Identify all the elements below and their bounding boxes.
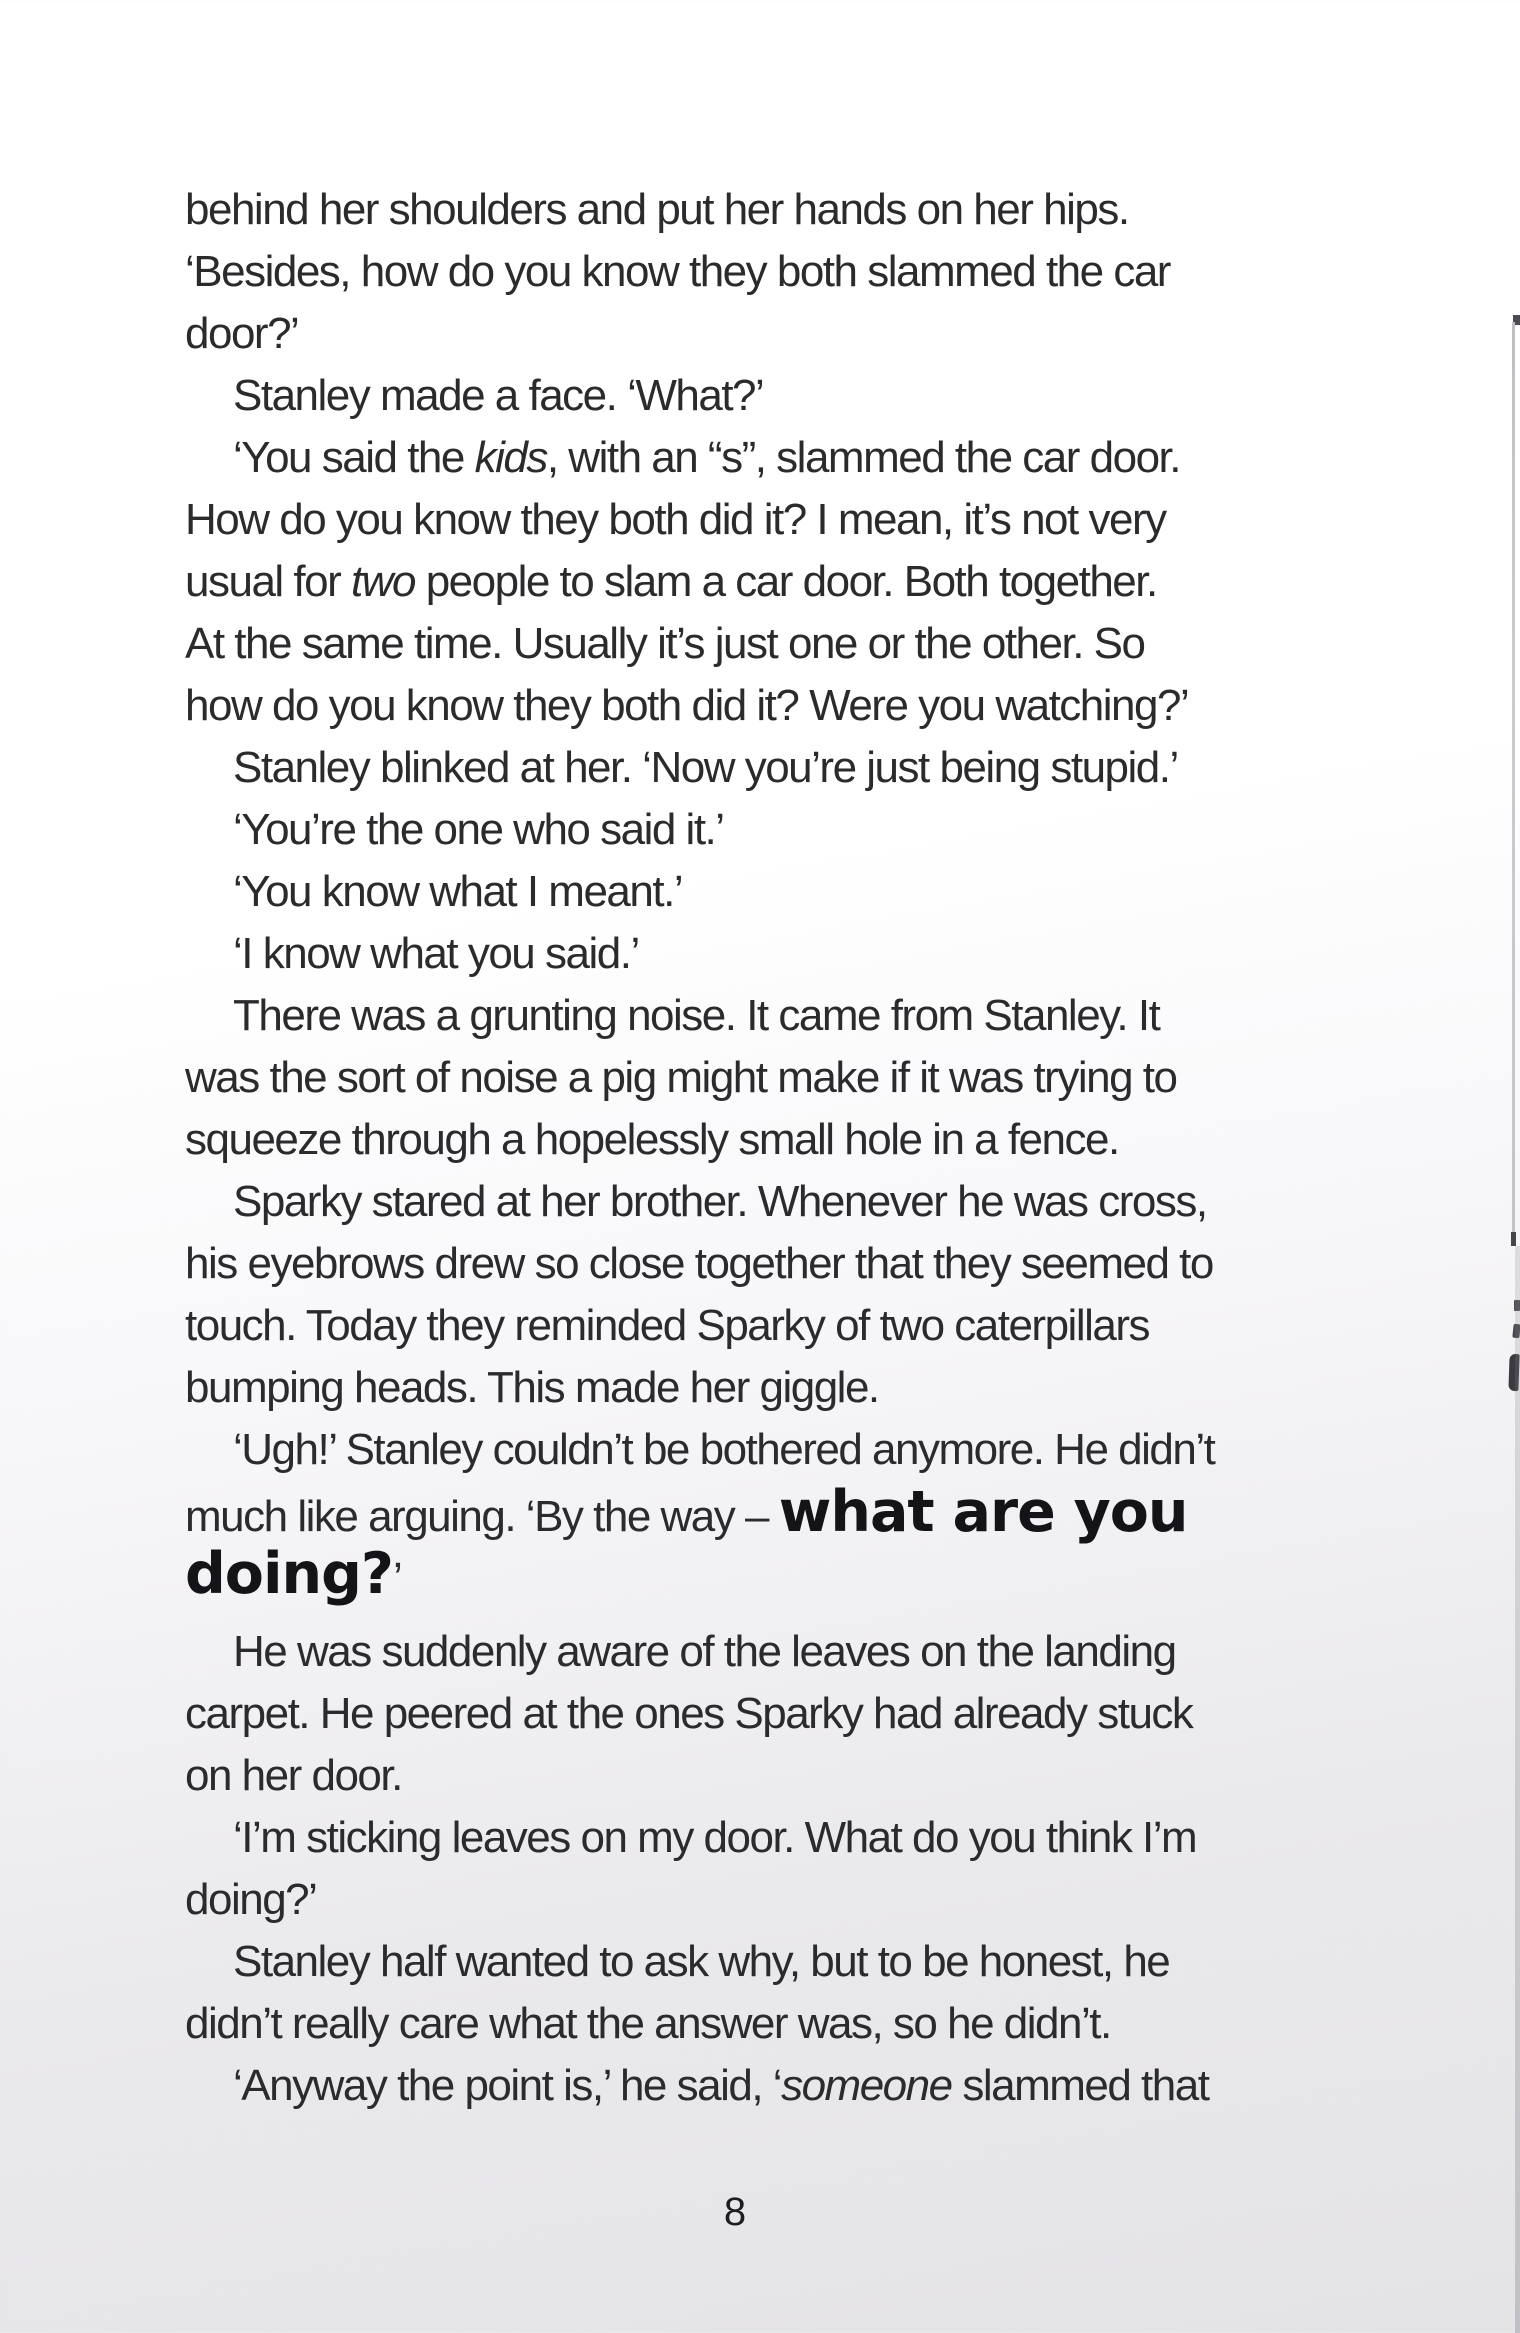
- body-text: behind her shoulders and put her hands on her hips.: [185, 185, 1129, 234]
- text-line: [185, 799, 1520, 861]
- body-text: ‘Anyway the point is,’ he said, ‘: [233, 2061, 782, 2110]
- text-line: [185, 675, 1520, 737]
- text-line: [185, 737, 1520, 799]
- text-line: [185, 551, 1520, 613]
- body-text: ‘You’re the one who said it.’: [233, 805, 724, 854]
- text-line: [185, 1233, 1520, 1295]
- text-line: [185, 1869, 1520, 1931]
- text-line: [185, 613, 1520, 675]
- handwritten-text: what are you: [778, 1479, 1188, 1545]
- body-text: two: [350, 557, 415, 606]
- text-line: [185, 1807, 1520, 1869]
- body-text: ’: [392, 1554, 402, 1603]
- body-text: ‘You said the: [233, 433, 475, 482]
- body-text: Sparky stared at her brother. Whenever he was cross,: [233, 1177, 1207, 1226]
- body-text: people to slam a car door. Both together.: [414, 557, 1157, 606]
- body-text: how do you know they both did it? Were you watching?’: [185, 681, 1189, 730]
- body-text: How do you know they both did it? I mean, it’s not very: [185, 495, 1166, 544]
- text-line: [185, 923, 1520, 985]
- body-text: doing?’: [185, 1875, 317, 1924]
- body-text: usual for: [185, 557, 351, 606]
- body-text: ‘Ugh!’ Stanley couldn’t be bothered anymore. He didn’t: [233, 1425, 1215, 1474]
- body-text: There was a grunting noise. It came from Stanley. It: [233, 991, 1160, 1040]
- page-edge-line: [1512, 322, 1515, 1234]
- text-line: [185, 303, 1520, 365]
- body-text: Stanley half wanted to ask why, but to be honest, he: [233, 1937, 1170, 1986]
- body-text: was the sort of noise a pig might make if it was trying to: [185, 1053, 1177, 1102]
- body-text: , with an “s”, slammed the car door.: [546, 433, 1180, 482]
- body-text: ‘I’m sticking leaves on my door. What do you think I’m: [233, 1813, 1197, 1862]
- body-text: kids: [474, 433, 547, 482]
- body-text: At the same time. Usually it’s just one or the other. So: [185, 619, 1145, 668]
- text-line: [185, 179, 1520, 241]
- text-line: [185, 1931, 1520, 1993]
- body-text: touch. Today they reminded Sparky of two caterpillars: [185, 1301, 1149, 1350]
- text-line: [185, 1543, 1520, 1605]
- text-line: [185, 1171, 1520, 1233]
- body-text: didn’t really care what the answer was, so he didn’t.: [185, 1999, 1111, 2048]
- text-line: [185, 365, 1520, 427]
- text-line: [185, 1419, 1520, 1481]
- body-text: door?’: [185, 309, 299, 358]
- body-text: slammed that: [951, 2061, 1209, 2110]
- body-text: on her door.: [185, 1751, 402, 1800]
- body-text: ‘You know what I meant.’: [233, 867, 683, 916]
- text-line: [185, 1745, 1520, 1807]
- text-line: [185, 427, 1520, 489]
- body-text: carpet. He peered at the ones Sparky had already stuck: [185, 1689, 1193, 1738]
- body-text: He was suddenly aware of the leaves on the landing: [233, 1627, 1176, 1676]
- text-line: [185, 861, 1520, 923]
- body-text: Stanley blinked at her. ‘Now you’re just being stupid.’: [233, 743, 1178, 792]
- body-text: squeeze through a hopelessly small hole in a fence.: [185, 1115, 1119, 1164]
- body-text: bumping heads. This made her giggle.: [185, 1363, 879, 1412]
- body-text: his eyebrows drew so close together that they seemed to: [185, 1239, 1213, 1288]
- text-line: [185, 985, 1520, 1047]
- handwritten-text: doing?: [185, 1541, 393, 1607]
- text-line: [185, 2055, 1520, 2117]
- text-line: [185, 1109, 1520, 1171]
- body-text: ‘I know what you said.’: [233, 929, 639, 978]
- body-text: much like arguing. ‘By the way –: [185, 1492, 779, 1541]
- page-edge-shadow: [1515, 1246, 1520, 2333]
- text-line: [185, 1621, 1520, 1683]
- text-line: [185, 1993, 1520, 2055]
- text-line: [185, 241, 1520, 303]
- body-text: Stanley made a face. ‘What?’: [233, 371, 764, 420]
- page-number: 8: [723, 2190, 747, 2234]
- text-line: [185, 1481, 1520, 1543]
- text-line: [185, 1047, 1520, 1109]
- text-line: [185, 1295, 1520, 1357]
- text-line: [185, 1357, 1520, 1419]
- body-text: ‘Besides, how do you know they both slammed the car: [185, 247, 1170, 296]
- body-text: someone: [781, 2061, 952, 2110]
- text-line: [185, 489, 1520, 551]
- text-line: [185, 1683, 1520, 1745]
- page-edge-line-bottom-cap: [1511, 1232, 1516, 1246]
